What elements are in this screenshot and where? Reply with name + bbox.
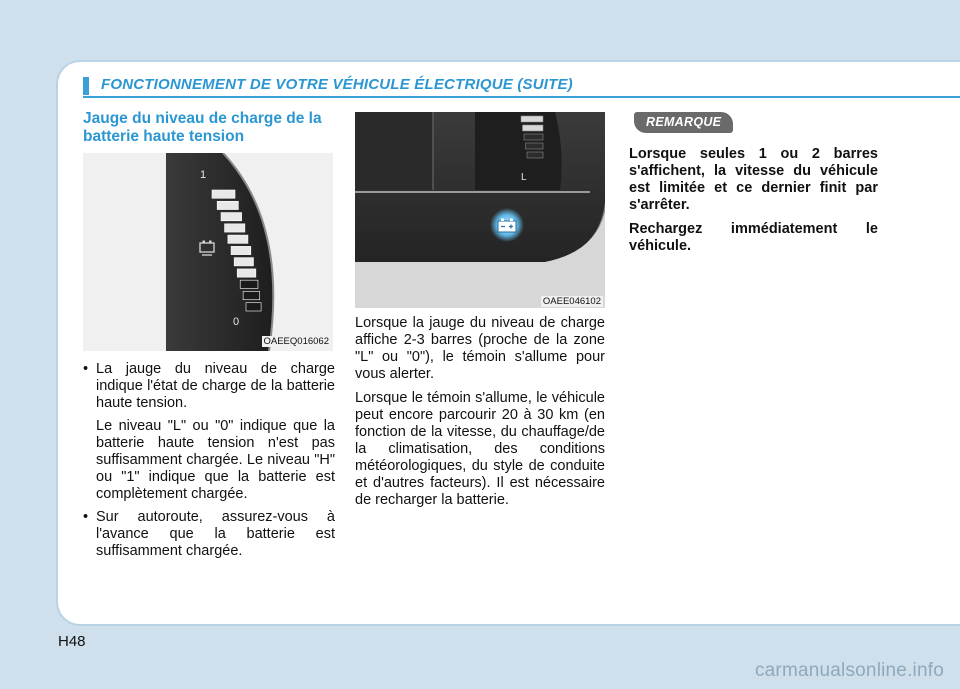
charge-bar-small (523, 125, 544, 131)
charge-bar (240, 280, 258, 288)
bullet-item (83, 509, 335, 560)
watermark-text: carmanualsonline.info (754, 660, 944, 681)
charge-bar-small (521, 116, 543, 122)
bullet-list (83, 361, 335, 560)
gauge-label-top: 1 (200, 169, 207, 181)
charge-bar-small (524, 134, 543, 140)
section-header (83, 76, 960, 98)
right-column (624, 112, 878, 262)
figure-code: OAEEQ016062 (263, 336, 329, 347)
charge-bar (225, 224, 245, 232)
charge-bar (234, 258, 253, 266)
header-rule (83, 96, 960, 98)
figure-charge-gauge (83, 153, 333, 351)
subhead-battery-gauge: Jauge du niveau de charge de la batterie haute tension (83, 110, 322, 145)
charge-bar (212, 190, 235, 198)
gauge-label-bottom: 0 (233, 316, 240, 328)
gauge-label-low: L (521, 172, 527, 183)
charge-bar (243, 291, 260, 299)
bullet-item (83, 361, 335, 503)
left-column (83, 110, 335, 566)
charge-bar (246, 303, 261, 311)
battery-warning-light-icon (498, 219, 516, 233)
bullet-extra-text: Le niveau "L" ou "0" indique que la batterie haute tension n'est pas suffisamment chargée. Le niveau "H" ou "1" indique que la batterie est complètement chargée. (96, 418, 335, 502)
section-title: FONCTIONNEMENT DE VOTRE VÉHICULE ÉLECTRIQUE (SUITE) (101, 76, 573, 93)
charge-bar (237, 269, 256, 277)
charge-bar-small (527, 152, 543, 158)
note-paragraph: Lorsque seules 1 ou 2 barres s'affichent, la vitesse du véhicule est limitée et ce dernier finit par s'arrêter. (629, 146, 878, 213)
page-number: H48 (58, 633, 86, 650)
charge-bar (231, 246, 251, 254)
bullet-text: Sur autoroute, assurez-vous à l'avance que la batterie est suffisamment chargée. (96, 509, 335, 559)
bullet-text: La jauge du niveau de charge indique l'état de charge de la batterie haute tension. (96, 361, 335, 411)
charge-bar-small (526, 143, 544, 149)
paragraph: Lorsque la jauge du niveau de charge affiche 2-3 barres (proche de la zone "L" ou "0"), le témoin s'allume pour vous alerter. (355, 315, 605, 382)
warning-light-illustration (355, 112, 605, 308)
charge-gauge-illustration (83, 153, 333, 351)
figure-warning-light (355, 112, 605, 308)
charge-bar (228, 235, 248, 243)
note-paragraph: Rechargez immédiatement le véhicule. (629, 221, 878, 254)
remarque-badge: REMARQUE (634, 112, 733, 133)
charge-bar (221, 213, 242, 221)
header-accent-bar (83, 77, 89, 95)
charge-bar (217, 201, 238, 209)
middle-column (355, 112, 605, 516)
paragraph: Lorsque le témoin s'allume, le véhicule peut encore parcourir 20 à 30 km (en fonction de la vitesse, du chauffage/de la climatisation, des conditions météorologiques, du style de conduite et d'autres facteurs). Il est nécessaire de recharger la batterie. (355, 390, 605, 508)
figure-code: OAEE046102 (542, 296, 601, 307)
